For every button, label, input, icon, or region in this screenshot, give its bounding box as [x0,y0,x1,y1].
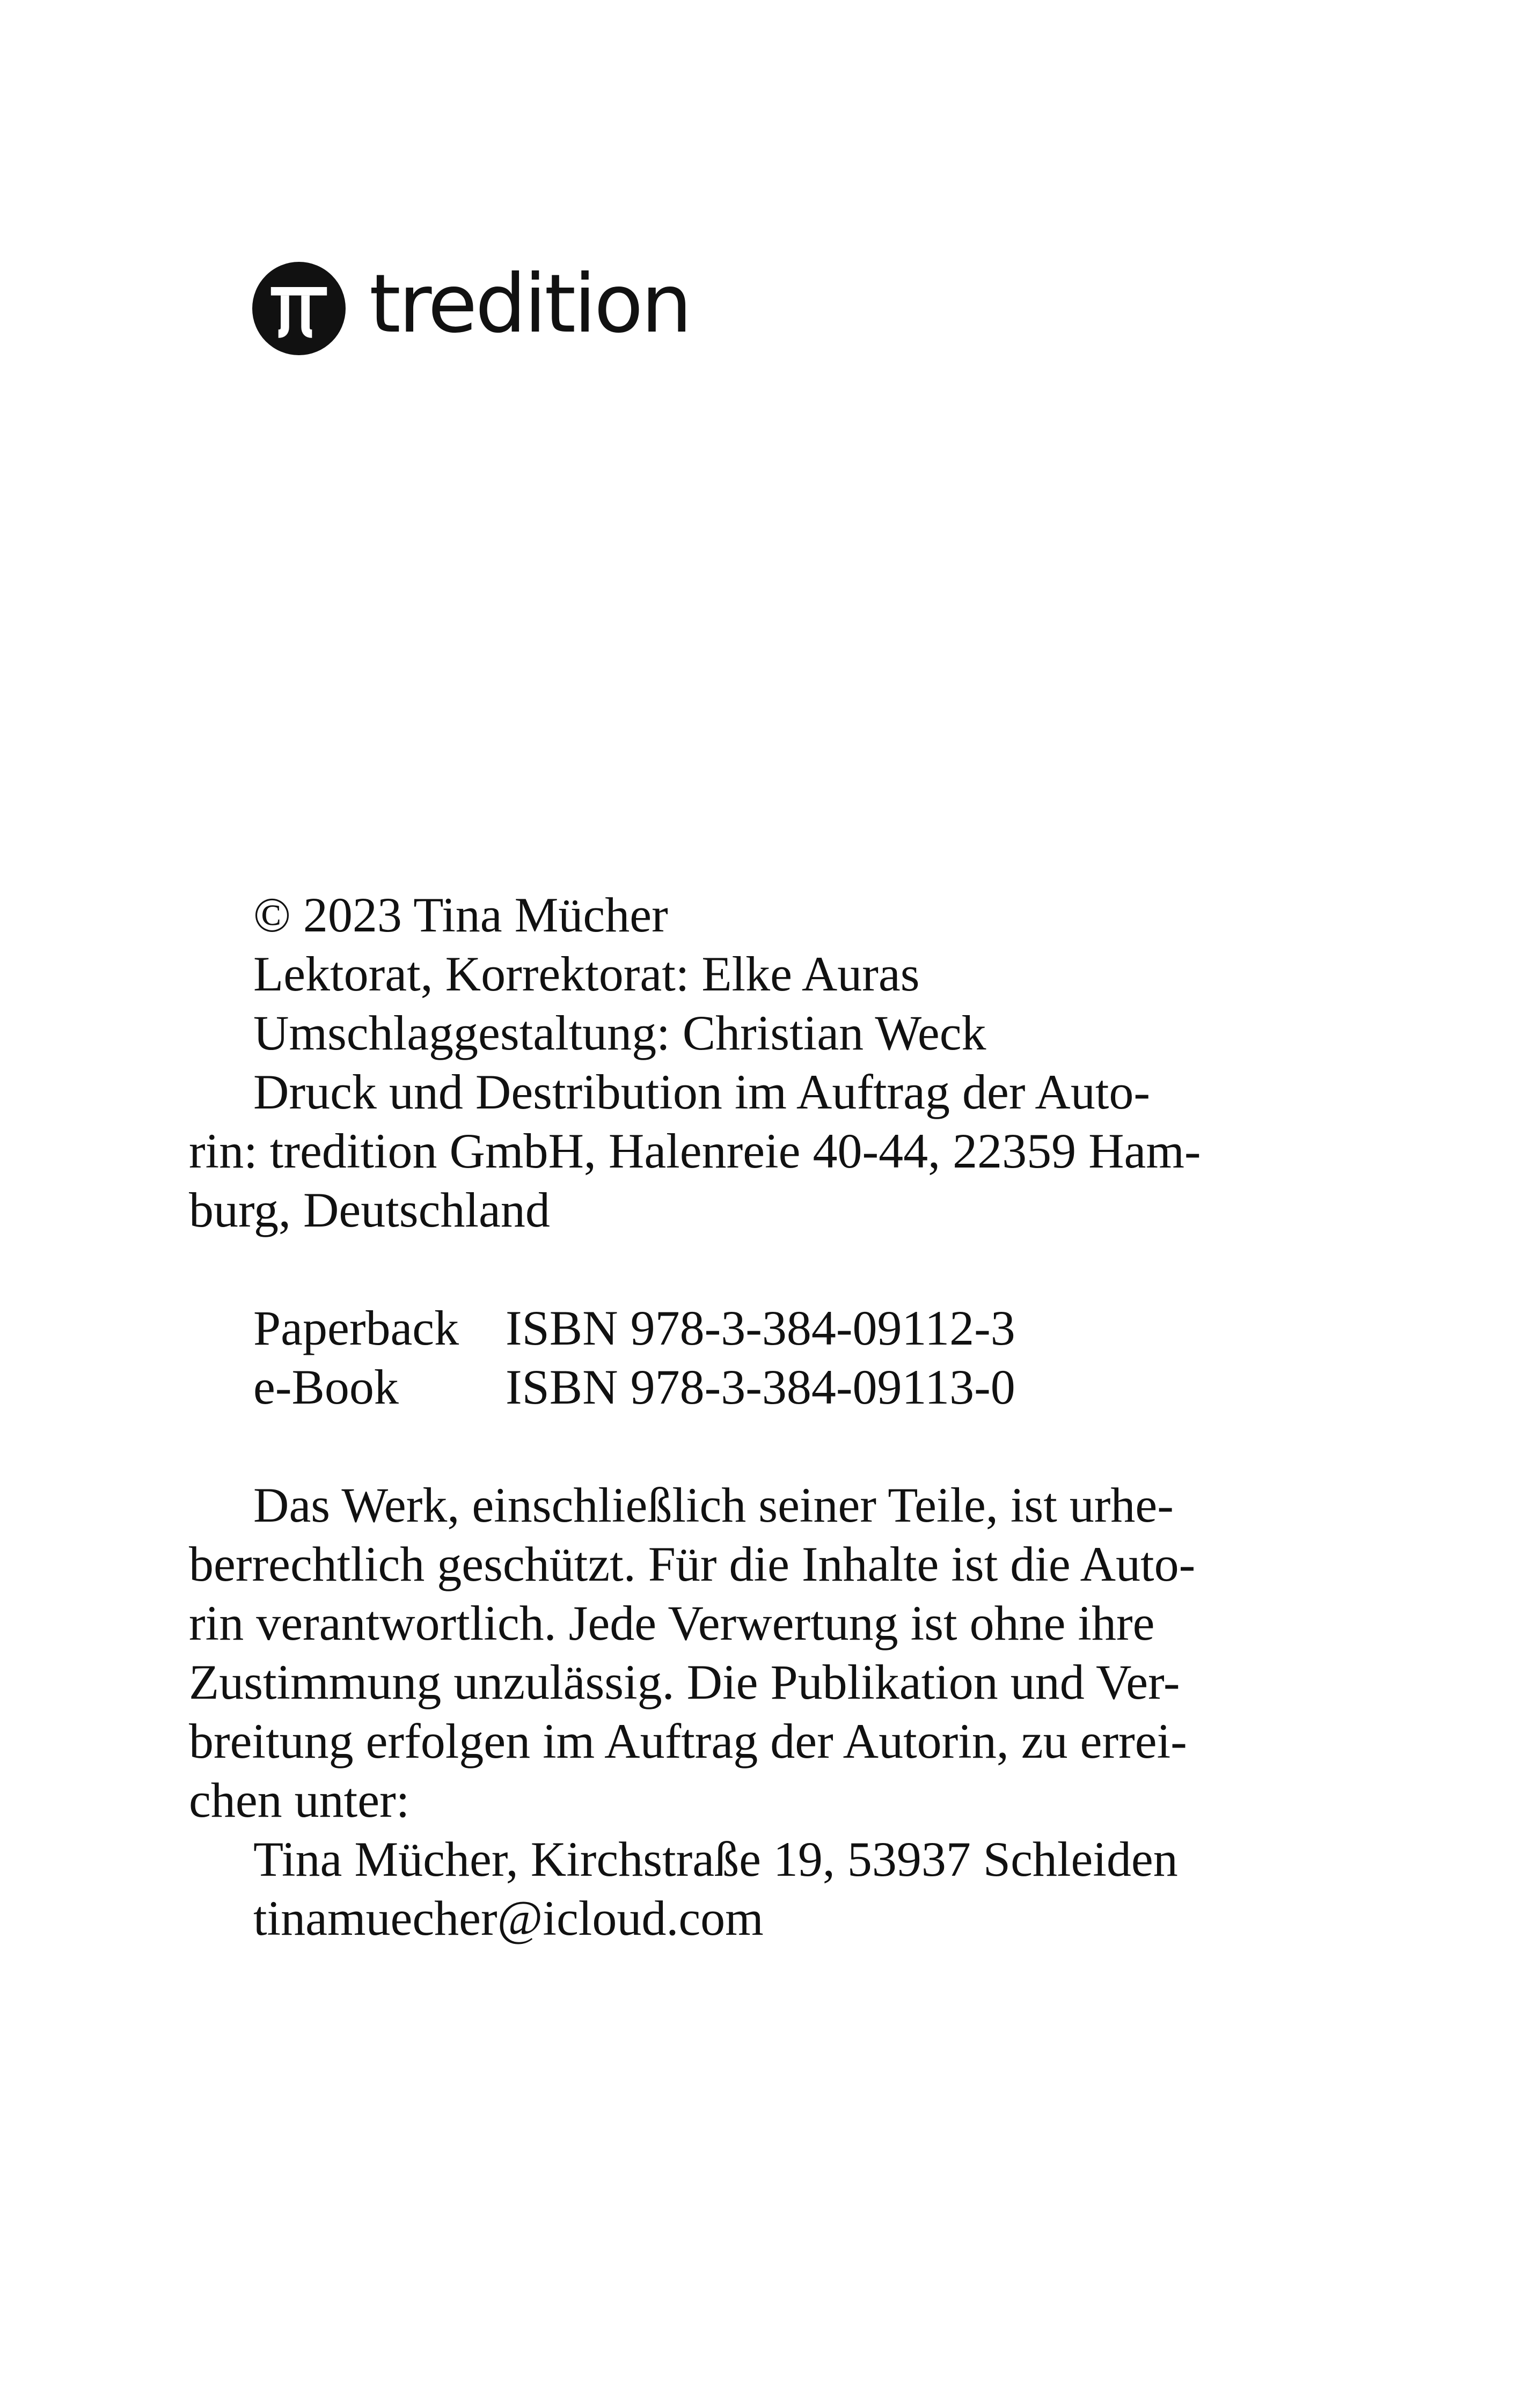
isbn-format: e-Book [253,1360,399,1414]
isbn-format: Paperback [253,1301,459,1355]
contact-email: tinamuecher@icloud.com [253,1891,764,1946]
rights-line: Zustimmung unzulässig. Die Publikation und Ver- [189,1655,1180,1709]
rights-line: chen unter: [189,1773,410,1827]
contact-address: Tina Mücher, Kirchstraße 19, 53937 Schleiden [253,1832,1178,1886]
editing-credit: Lektorat, Korrektorat: Elke Auras [253,946,920,1001]
spacer [189,1416,1305,1475]
imprint-block [189,885,1305,1948]
copyright-line: © 2023 Tina Mücher [253,887,668,942]
rights-line: Das Werk, einschließlich seiner Teile, ist urhe- [253,1478,1174,1532]
isbn-row [189,1298,1305,1357]
print-credit-line: Druck und Destribution im Auftrag der Auto- [253,1064,1151,1119]
publisher-wordmark: tredition [369,258,690,351]
publisher-logo [252,258,690,355]
rights-line: breitung erfolgen im Auftrag der Autorin, zu errei- [189,1714,1187,1768]
isbn-row [189,1357,1305,1416]
rights-line: rin verantwortlich. Jede Verwertung ist ohne ihre [189,1596,1155,1650]
isbn-number: ISBN 978-3-384-09113-0 [506,1360,1015,1414]
cover-design-credit: Umschlaggestaltung: Christian Weck [253,1005,986,1060]
print-credit-line: rin: tredition GmbH, Halenreie 40-44, 22359 Ham- [189,1124,1201,1178]
rights-line: berrechtlich geschützt. Für die Inhalte ist die Auto- [189,1537,1196,1591]
tredition-logo-icon [252,262,346,355]
isbn-number: ISBN 978-3-384-09112-3 [506,1301,1015,1355]
print-credit-line: burg, Deutschland [189,1183,550,1237]
spacer [189,1239,1305,1298]
